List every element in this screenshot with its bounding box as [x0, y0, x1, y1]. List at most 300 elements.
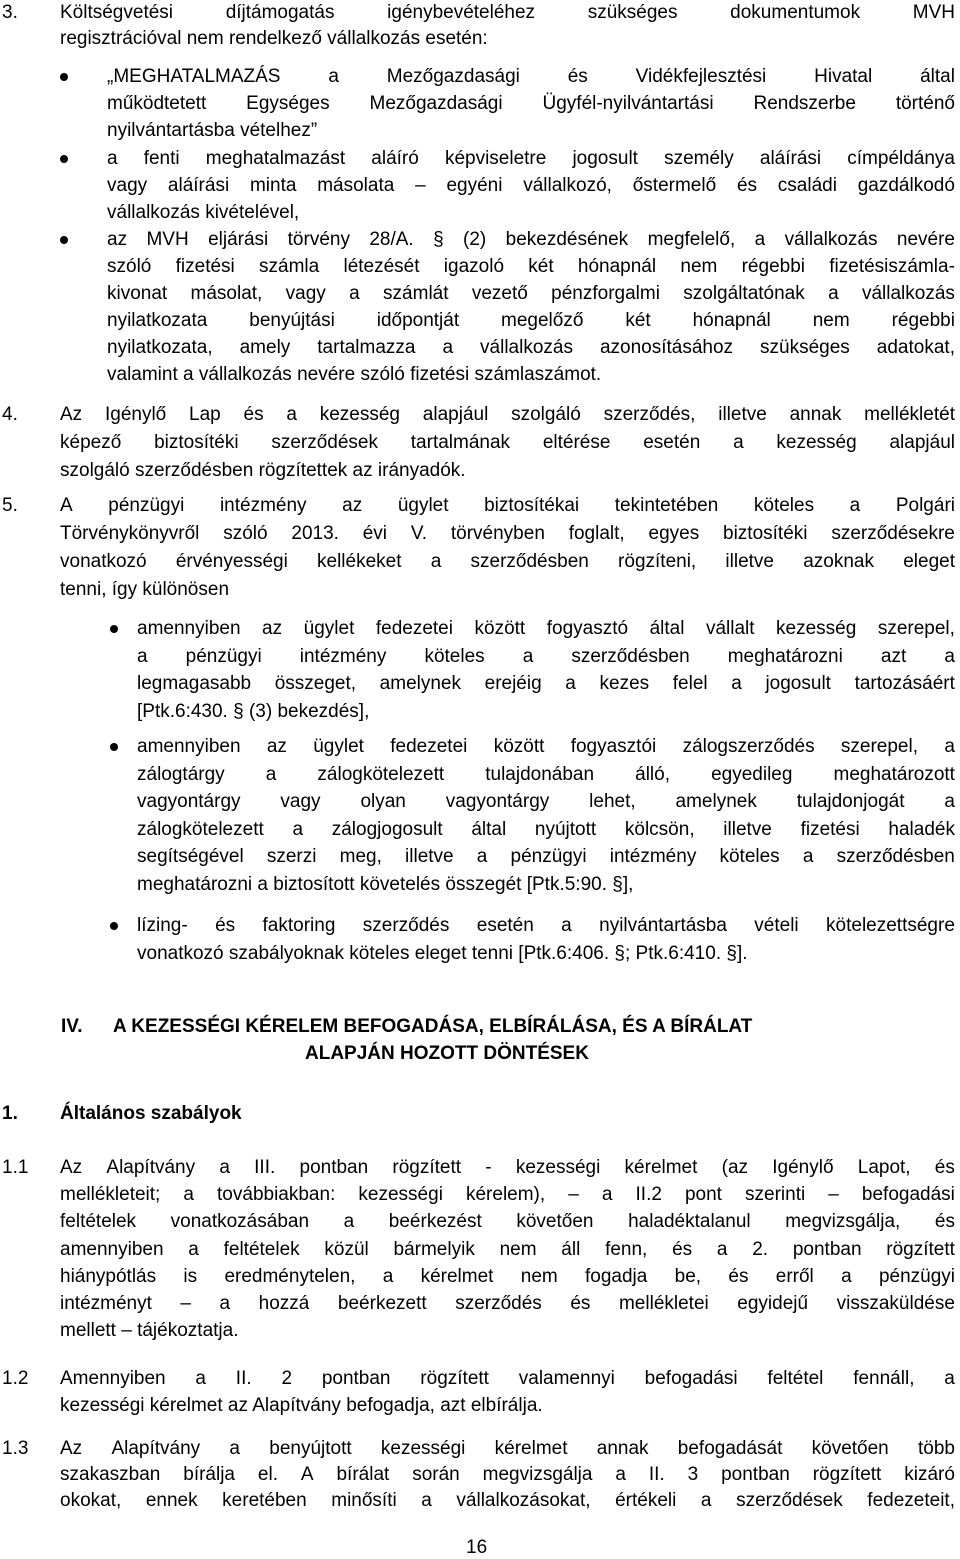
word: zálogtárgy — [137, 763, 225, 785]
word: tekintetében — [614, 495, 719, 516]
word: biztosítékai — [484, 495, 580, 516]
item4-line — [60, 402, 955, 428]
word: II. — [235, 1368, 252, 1389]
word: Amennyiben — [60, 1368, 166, 1389]
word: követően — [811, 1438, 889, 1459]
word: kezességi — [358, 1184, 443, 1206]
word: kezességi — [515, 1157, 601, 1178]
word: igazoló — [443, 256, 505, 277]
word: egyedileg — [711, 763, 793, 785]
word: a — [343, 1211, 355, 1233]
word: nyilatkozata — [107, 310, 208, 331]
word: rögzített — [392, 1157, 462, 1178]
word: szerződések — [736, 1490, 843, 1511]
word: meghatalmazást — [205, 148, 346, 169]
word: Lap — [189, 404, 221, 425]
word: foglalt, — [568, 523, 625, 544]
word: mellékletei — [618, 1293, 709, 1314]
word: aláírási — [167, 175, 230, 196]
word: illetve — [405, 846, 454, 867]
word: meg, — [339, 846, 382, 867]
word: MVH — [912, 2, 955, 23]
word: szóló — [223, 523, 268, 544]
bullet-icon — [110, 922, 118, 930]
word: pénzforgalmi — [551, 283, 660, 304]
word: kötelezettségre — [826, 915, 955, 936]
word: esetén — [643, 432, 701, 453]
word: évi — [362, 523, 388, 544]
para-1-1-number: 1.1 — [2, 1157, 29, 1178]
word: történő — [895, 93, 955, 114]
word: beérkezést — [388, 1211, 482, 1233]
word: igénybevételéhez — [387, 2, 536, 23]
word: Az — [60, 1438, 83, 1459]
word: a — [442, 337, 454, 358]
word: nem — [680, 256, 718, 277]
word: köteles — [753, 495, 815, 516]
word: intézmény — [219, 495, 307, 516]
word: megvizsgálja, — [785, 1211, 901, 1233]
word: ügylet — [397, 495, 449, 516]
word: működtetett — [107, 93, 207, 114]
word: követően — [516, 1211, 594, 1233]
word: ügylet — [303, 618, 355, 639]
word: a — [349, 283, 360, 304]
word: fenn, — [605, 1238, 648, 1260]
word: pontban — [721, 1464, 790, 1485]
word: számlát — [383, 283, 449, 304]
word: fenti — [143, 148, 180, 169]
word: vagyontárgy — [137, 791, 241, 812]
bullet-item-line: valamint a vállalkozás nevére szóló fizetési számlaszámot. — [107, 364, 602, 385]
para-1-2-line — [60, 1366, 955, 1392]
para-1-2-line: kezességi kérelmet az Alapítvány befogadja, azt elbírálja. — [60, 1395, 543, 1416]
word: kérelmet — [494, 1438, 568, 1459]
word: mellékleteit; — [60, 1184, 161, 1206]
word: és — [728, 1265, 749, 1287]
word: aláíró — [371, 148, 419, 169]
word: őstermelő — [632, 175, 717, 196]
word: szerződésben — [836, 846, 955, 867]
word: – — [828, 1184, 839, 1206]
word: kérelmet — [420, 1265, 494, 1287]
word: (2) — [463, 229, 487, 250]
word: fedezetei — [390, 736, 468, 757]
word: pontban — [792, 1238, 862, 1260]
word: Vidékfejlesztési — [635, 66, 767, 87]
word: – — [415, 175, 426, 196]
bullet-item-line — [137, 644, 955, 670]
bullet-item-line — [107, 281, 955, 307]
word: törvény — [287, 229, 350, 250]
word: alapjául — [889, 432, 955, 453]
item5-line: tenni, így különösen — [60, 579, 230, 600]
word: kezesség — [776, 432, 857, 453]
word: minősíti — [331, 1490, 397, 1511]
bullet-icon — [110, 743, 118, 751]
word: a — [421, 1490, 432, 1511]
word: Polgári — [895, 495, 955, 516]
word: két — [625, 310, 651, 331]
word: zálogjogosult — [331, 818, 443, 840]
item4-line — [60, 430, 955, 456]
word: a — [944, 791, 955, 812]
word: vonatkozó — [60, 551, 147, 572]
word: által — [920, 66, 955, 87]
word: az — [266, 736, 287, 757]
word: képező — [60, 432, 122, 453]
word: nyilvántartásba — [599, 915, 727, 936]
word: – — [180, 1293, 191, 1314]
word: 28/A. — [369, 229, 414, 250]
word: Az — [60, 404, 83, 425]
word: nem — [812, 310, 850, 331]
item5-number: 5. — [2, 495, 18, 516]
word: között — [474, 618, 526, 639]
word: által — [649, 618, 685, 639]
word: zálogkötelezett — [317, 763, 445, 785]
word: áll — [561, 1238, 581, 1260]
word: II. — [648, 1464, 665, 1485]
word: a — [731, 673, 742, 694]
word: Hivatal — [814, 66, 873, 87]
word: amennyiben — [60, 1238, 164, 1260]
word: az — [342, 495, 363, 516]
word: a — [849, 495, 861, 516]
word: lízing- — [137, 915, 188, 936]
word: illetve — [725, 551, 774, 572]
bullet-icon — [60, 73, 68, 81]
word: segítségével — [137, 846, 244, 867]
word: benyújtási — [249, 310, 335, 331]
word: nyújtott — [534, 818, 597, 840]
para-1-1-line — [60, 1155, 955, 1181]
word: megvizsgálja — [482, 1464, 593, 1485]
word: intézmény — [609, 846, 697, 867]
bullet-item-line — [137, 844, 955, 870]
word: fennáll, — [853, 1368, 915, 1389]
section-title: A KEZESSÉGI KÉRELEM BEFOGADÁSA, ELBÍRÁLÁSA, ÉS A BÍRÁLAT — [113, 1016, 753, 1037]
word: Alapítvány — [111, 1438, 201, 1459]
word: a — [229, 1438, 240, 1459]
bullet-item-line: nyilvántartásba vételhez” — [107, 120, 318, 141]
word: bírálja — [183, 1464, 235, 1485]
word: 3 — [687, 1464, 699, 1485]
word: keretében — [222, 1490, 307, 1511]
word: és — [567, 66, 588, 87]
word: alapjául — [422, 404, 489, 425]
bullet-item-line — [107, 227, 955, 253]
word: eljárási — [208, 229, 269, 250]
word: szolgáló — [511, 404, 581, 425]
word: szóló — [107, 256, 152, 277]
word: bírálat — [336, 1464, 390, 1485]
word: kezességi — [380, 1438, 466, 1459]
section-number: IV. — [61, 1016, 83, 1037]
word: szerepel, — [840, 736, 919, 757]
bullet-item-line: vállalkozás kivételével, — [107, 202, 300, 223]
bullet-item-line: [Ptk.6:430. § (3) bekezdés], — [137, 700, 370, 722]
word: hónapnál — [577, 256, 657, 277]
word: hiánypótlás — [60, 1265, 157, 1287]
word: vagy — [280, 791, 321, 812]
bullet-item-line — [137, 616, 955, 642]
word: tartozásáért — [854, 673, 955, 694]
word: a — [561, 915, 572, 936]
word: bármelyik — [393, 1238, 475, 1260]
word: a — [944, 736, 955, 757]
word: azoknak — [803, 551, 874, 572]
word: a — [137, 645, 148, 667]
word: a — [328, 66, 339, 87]
word: két — [528, 256, 554, 277]
word: kölcsön, — [624, 818, 695, 840]
word: MVH — [146, 229, 189, 250]
word: illetve — [723, 818, 772, 840]
word: a — [615, 1464, 626, 1485]
word: erejéig — [484, 673, 542, 694]
word: fizetési — [175, 256, 235, 277]
para-1-3-line — [60, 1488, 955, 1514]
word: eleget — [903, 551, 955, 572]
word: és — [672, 1238, 693, 1260]
word: szerződésben — [571, 645, 690, 667]
word: során — [412, 1464, 460, 1485]
word: bekezdésének — [505, 229, 629, 250]
section-title: ALAPJÁN HOZOTT DÖNTÉSEK — [305, 1043, 589, 1064]
word: pontban — [299, 1157, 369, 1178]
word: kezesség — [776, 618, 857, 639]
word: a — [195, 1368, 206, 1389]
word: és — [243, 404, 264, 425]
word: III. — [254, 1157, 276, 1178]
bullet-item-line — [137, 817, 955, 843]
bullet-item-line — [137, 762, 955, 788]
word: létezését — [343, 256, 420, 277]
word: régebbi — [741, 256, 805, 277]
word: adatokat, — [876, 337, 955, 358]
word: - — [485, 1157, 492, 1178]
word: kérelem), — [465, 1184, 546, 1206]
word: fedezetei — [375, 618, 453, 639]
word: Igénylő — [104, 404, 167, 425]
word: a — [754, 229, 766, 250]
word: Az — [60, 1157, 83, 1178]
para-1-1-line: mellett – tájékoztatja. — [60, 1320, 239, 1342]
word: pénzügyi — [185, 645, 262, 667]
word: erről — [775, 1265, 814, 1287]
word: amelynek — [379, 673, 461, 694]
word: olyan — [360, 791, 406, 812]
word: köteles — [424, 645, 485, 667]
word: a — [716, 1238, 728, 1260]
word: tartalmazza — [317, 337, 416, 358]
word: meghatározott — [833, 763, 955, 785]
word: azt — [880, 645, 907, 667]
word: pont — [684, 1184, 722, 1206]
word: a — [700, 1490, 712, 1511]
word: ennek — [145, 1490, 198, 1511]
word: pénzügyi — [108, 495, 185, 516]
word: szerinti — [745, 1184, 806, 1206]
word: annak — [596, 1438, 649, 1459]
bullet-item-line — [107, 254, 955, 280]
word: A — [60, 495, 73, 516]
word: továbbiakban: — [217, 1184, 336, 1206]
word: haladék — [888, 818, 955, 840]
word: felel — [672, 673, 708, 694]
word: amelynek — [675, 791, 757, 812]
para-1-3-number: 1.3 — [2, 1438, 29, 1459]
word: címpéldánya — [847, 148, 955, 169]
word: nyilatkozata, — [107, 337, 213, 358]
word: a — [219, 1157, 230, 1178]
word: vállalkozó, — [523, 175, 612, 196]
page-number: 16 — [466, 1537, 488, 1558]
word: vagyontárgy — [445, 791, 550, 812]
word: fogyasztói — [570, 736, 657, 757]
word: szakaszban — [60, 1464, 161, 1485]
word: érvényességi — [175, 551, 288, 572]
word: be, — [674, 1265, 702, 1287]
word: feltételek — [60, 1211, 137, 1233]
word: nem — [520, 1265, 558, 1287]
item4-line: szolgáló szerződésben rögzítettek az irányadók. — [60, 460, 466, 481]
word: rögzíteni, — [618, 551, 697, 572]
word: biztosítéki — [723, 523, 808, 544]
word: szerzi — [266, 846, 317, 867]
bullet-icon — [110, 625, 118, 633]
word: vállalt — [705, 618, 755, 639]
word: a — [944, 645, 955, 667]
word: számla — [259, 256, 320, 277]
word: másolata — [317, 175, 395, 196]
word: feltétel — [767, 1368, 824, 1389]
word: meghatározni — [727, 645, 843, 667]
word: az — [262, 618, 283, 639]
bullet-item-line — [137, 734, 955, 760]
word: jogosult — [765, 673, 831, 694]
word: személy — [664, 148, 734, 169]
word: Rendszerbe — [753, 93, 856, 114]
word: szolgáltatónak — [683, 283, 805, 304]
word: egyes — [648, 523, 700, 544]
word: megfelelő, — [647, 229, 736, 250]
word: családi — [777, 175, 837, 196]
item5-line — [60, 521, 955, 547]
para-1-1-line — [60, 1182, 955, 1208]
word: pontban — [321, 1368, 391, 1389]
word: biztosítéki — [154, 432, 239, 453]
word: illetve — [718, 404, 767, 425]
word: régebbi — [891, 310, 955, 331]
word: kezesség — [319, 404, 401, 425]
word: amennyiben — [137, 736, 241, 757]
word: befogadását — [677, 1438, 783, 1459]
word: feltételek — [223, 1238, 300, 1260]
bullet-item-line — [137, 789, 955, 815]
word: a — [188, 1238, 199, 1260]
word: vállalkozásokat, — [456, 1490, 591, 1511]
word: szerződésekre — [831, 523, 955, 544]
word: rögzített — [812, 1464, 882, 1485]
word: „MEGHATALMAZÁS — [107, 66, 281, 87]
word: egyidejű — [737, 1293, 809, 1314]
word: benyújtott — [269, 1438, 352, 1459]
bullet-icon — [60, 155, 68, 163]
word: egyéni — [446, 175, 503, 196]
word: eltérése — [542, 432, 611, 453]
word: Mezőgazdasági — [369, 93, 503, 114]
word: a — [219, 1293, 231, 1314]
word: 2013. — [291, 523, 339, 544]
word: vagy — [285, 283, 326, 304]
word: a — [802, 846, 814, 867]
para-1-1-line — [60, 1237, 955, 1263]
subsection-title: Általános szabályok — [60, 1103, 242, 1124]
word: fogyasztó — [546, 618, 629, 639]
word: kizáró — [904, 1464, 955, 1485]
bullet-item-line — [107, 64, 955, 90]
word: Egységes — [246, 93, 330, 114]
word: okokat, — [60, 1490, 122, 1511]
word: a — [828, 283, 839, 304]
word: azonosításához — [599, 337, 734, 358]
word: dokumentumok — [730, 2, 861, 23]
bullet-item-line — [137, 671, 955, 697]
bullet-item-line — [107, 146, 955, 172]
word: valamennyi — [518, 1368, 615, 1389]
word: hozzá — [258, 1293, 310, 1314]
word: nem — [499, 1238, 537, 1260]
word: Törvénykönyvről — [60, 523, 200, 544]
word: legmagasabb — [137, 673, 252, 694]
word: a — [430, 551, 442, 572]
word: a — [382, 1265, 394, 1287]
word: rögzített — [886, 1238, 955, 1260]
word: befogadási — [644, 1368, 738, 1389]
word: V. — [410, 523, 428, 544]
word: intézmény — [299, 645, 387, 667]
word: és — [736, 175, 758, 196]
word: kérelmet — [624, 1157, 698, 1178]
word: § — [433, 229, 444, 250]
word: szükséges — [760, 337, 850, 358]
word: és — [570, 1293, 591, 1314]
word: díjtámogatás — [225, 2, 335, 23]
word: szerződés, — [603, 404, 696, 425]
word: vállalkozás — [861, 283, 955, 304]
word: Mezőgazdasági — [386, 66, 520, 87]
word: kellékeket — [317, 551, 402, 572]
word: fizetésiszámla- — [829, 256, 955, 277]
word: megelőző — [501, 310, 584, 331]
word: 2 — [281, 1368, 293, 1389]
word: tartalmának — [410, 432, 511, 453]
word: rögzített — [420, 1368, 489, 1389]
item4-number: 4. — [2, 404, 18, 425]
word: a — [944, 1368, 955, 1389]
word: szerepel, — [877, 618, 955, 639]
word: és — [215, 915, 236, 936]
word: visszaküldése — [836, 1293, 955, 1314]
bullet-item-line — [137, 913, 955, 939]
word: fizetési — [800, 818, 860, 840]
word: zálogkötelezett — [137, 818, 264, 840]
para-1-3-line — [60, 1462, 955, 1488]
word: annak — [789, 404, 842, 425]
word: jogosult — [572, 148, 638, 169]
